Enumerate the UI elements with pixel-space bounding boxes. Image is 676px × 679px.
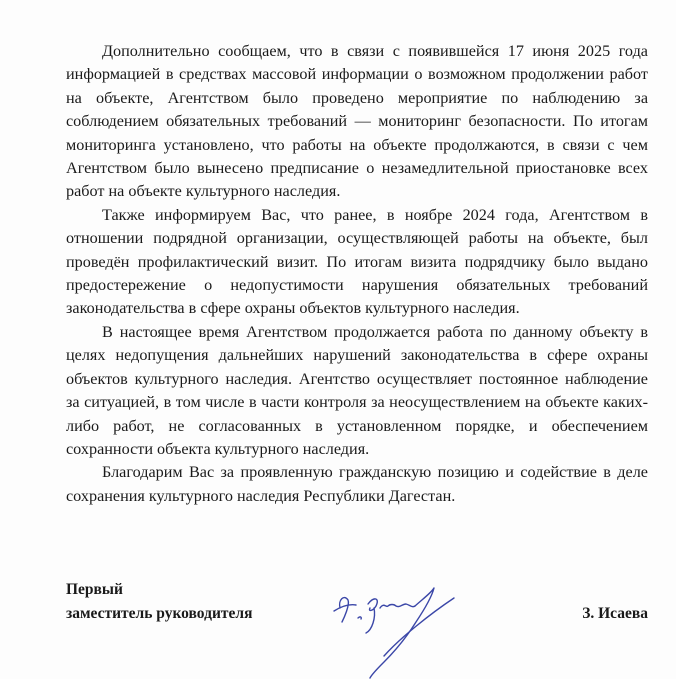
signatory-title: [66, 578, 252, 626]
signatory-title-line-1: Первый: [66, 581, 123, 598]
paragraph-4: Благодарим Вас за проявленную гражданскую позицию и содействие в деле сохранения культурного наследия Республики Дагестан.: [66, 463, 648, 505]
handwritten-signature: [320, 578, 470, 679]
signatory-name: З. Исаева: [582, 605, 648, 622]
paragraph-2: Также информируем Вас, что ранее, в ноябре 2024 года, Агентством в отношении подрядной организации, осуществляющей работы на объекте, был проведён профилактический визит. По итогам визита подрядчику было выдано предостережение о недопустимости нарушения обязательных требований законодательства в сфере охраны объектов культурного наследия.: [66, 205, 648, 318]
letter-body: [66, 40, 648, 508]
signatory-title-line-2: заместитель руководителя: [66, 605, 253, 622]
paragraph-1: Дополнительно сообщаем, что в связи с появившейся 17 июня 2025 года информацией в средствах массовой информации о возможном продолжении работ на объекте, Агентством было проведено мероприятие по наблюдению за соблюдением обязательных требований — мониторинг безопасности. По итогам мониторинга установлено, что работы на объекте продолжаются, в связи с чем Агентством было вынесено предписание о незамедлительной приостановке всех работ на объекте культурного наследия.: [66, 42, 648, 201]
paragraph-3: В настоящее время Агентством продолжается работа по данному объекту в целях недопущения дальнейших нарушений законодательства в сфере охраны объектов культурного наследия. Агентство осуществляет постоянное наблюдение за ситуацией, в том числе в части контроля за неосуществлением на объекте каких-либо работ, не согласованных в установленном порядке, и обеспечением сохранности объекта культурного наследия.: [66, 322, 648, 458]
